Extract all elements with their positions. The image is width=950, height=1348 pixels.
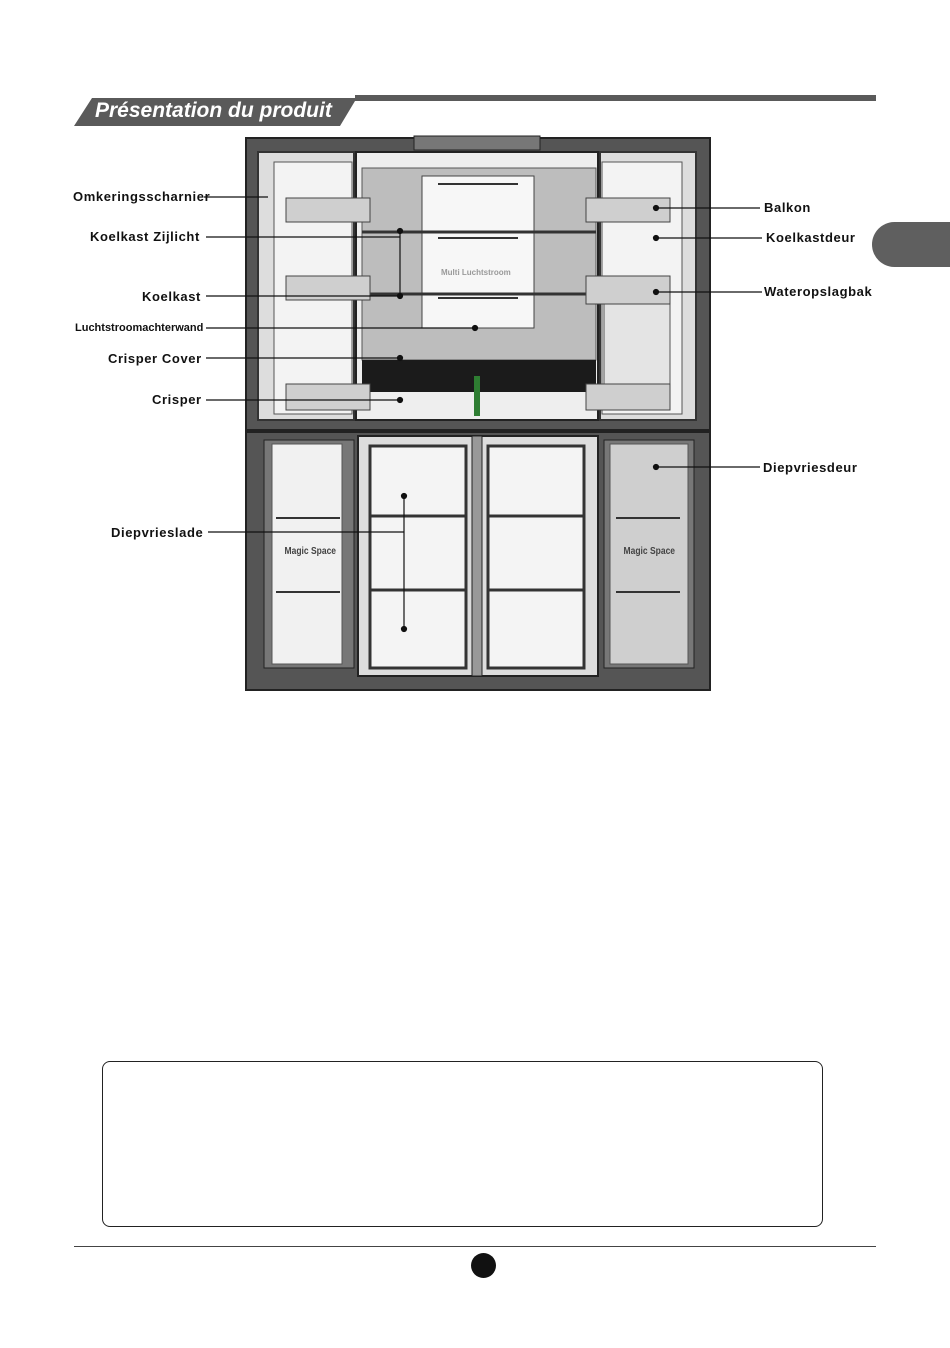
footer-rule bbox=[74, 1246, 876, 1247]
note-box bbox=[102, 1061, 823, 1227]
label-crisper: Crisper bbox=[152, 392, 202, 407]
page-number-marker bbox=[471, 1253, 496, 1278]
airflow-text: Multi Luchtstroom bbox=[441, 268, 511, 277]
label-water-tank: Wateropslagbak bbox=[764, 284, 873, 299]
label-freezer-drawer: Diepvrieslade bbox=[111, 525, 204, 540]
label-freezer-door: Diepvriesdeur bbox=[763, 460, 858, 475]
page-title: Présentation du produit bbox=[95, 99, 332, 122]
label-airflow-wall: Luchtstroomachterwand bbox=[75, 322, 204, 334]
label-balcony: Balkon bbox=[764, 200, 811, 215]
label-side-light: Koelkast Zijlicht bbox=[90, 229, 200, 244]
label-crisper-cover: Crisper Cover bbox=[108, 351, 202, 366]
label-fridge-door: Koelkastdeur bbox=[766, 230, 856, 245]
magic-space-right: Magic Space bbox=[623, 546, 676, 557]
label-fridge: Koelkast bbox=[142, 289, 201, 304]
label-hinge: Omkeringsscharnier bbox=[73, 189, 211, 204]
magic-space-left: Magic Space bbox=[284, 546, 337, 557]
